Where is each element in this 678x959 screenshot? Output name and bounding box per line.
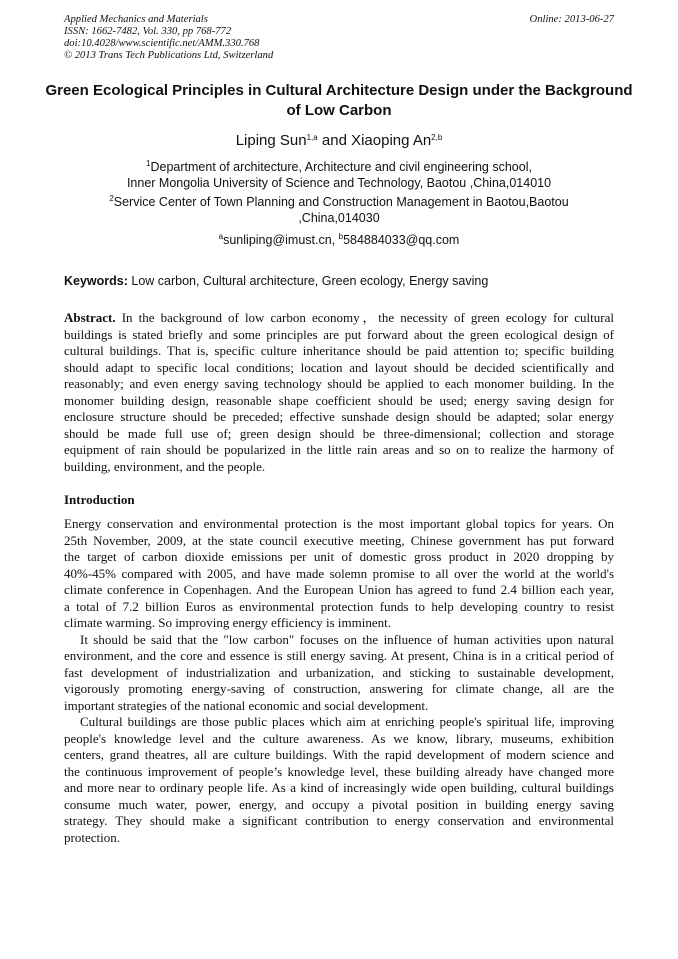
- abstract: [64, 310, 614, 475]
- line-text: centers, grand theatres, all are culture buildings. With the rapid development of modern science and: [64, 747, 614, 762]
- line-text: 40%-45% compared with 2005, and have made solemn promise to all over the world at the world's: [64, 565, 614, 581]
- text-line: [64, 648, 614, 665]
- email-sup: a: [218, 232, 224, 241]
- introduction-body: [64, 516, 614, 846]
- line-text: environment, and the core and essence is still energy saving. At present, China is in a critical period of: [64, 648, 614, 663]
- text-line: [64, 632, 614, 649]
- text-line: [64, 426, 614, 443]
- author-1: Liping Sun: [235, 132, 307, 149]
- text-line: [64, 533, 614, 550]
- text-line: [64, 731, 614, 748]
- text-line: [64, 582, 614, 599]
- text-line: [64, 681, 614, 698]
- line-text: important strategies of the national economic and social development.: [64, 697, 429, 713]
- email-b[interactable]: 584884033@qq.com: [343, 233, 460, 247]
- author-1-sup: 1,a: [306, 133, 318, 142]
- author-2: and Xiaoping An: [317, 132, 432, 149]
- journal-name: Applied Mechanics and Materials: [64, 14, 208, 25]
- text-line: [64, 780, 614, 797]
- line-text: buildings is stated briefly and some principles are put forward about the green ecological design of: [64, 326, 614, 342]
- text-line: [64, 714, 614, 731]
- affiliation-sup: 1: [146, 159, 151, 168]
- text-line: [64, 599, 614, 616]
- line-text: Energy conservation and environmental protection is the most important global topics for years. On: [64, 516, 614, 531]
- line-text: should adapt to specific local conditions; location and layout should be decided scientifically and: [64, 359, 614, 375]
- text-line: [64, 310, 614, 327]
- text-line: [64, 376, 614, 393]
- copyright: © 2013 Trans Tech Publications Ltd, Switzerland: [64, 50, 274, 61]
- line-text: and more near to ordinary people life. As a kind of increasingly wide open building, cultural buildings: [64, 780, 614, 795]
- line-text: climate warming. So improving energy efficiency is imminent.: [64, 615, 391, 630]
- affiliation-line: Inner Mongolia University of Science and Technology, Baotou ,China,014010: [126, 176, 552, 190]
- abstract-label: Abstract.: [64, 310, 116, 325]
- line-text: monomer building design, reasonable shape coefficient should be used; energy saving design for: [64, 392, 614, 408]
- line-text: enclosure structure should be preceded; effective sunshade design should be adapted; solar energy: [64, 409, 614, 424]
- text-line: [64, 615, 614, 632]
- text-line: [64, 459, 614, 476]
- text-line: [64, 343, 614, 360]
- line-text: climate conference in Copenhagen. And the European Union has agreed to fund 2.4 billion each year,: [64, 582, 614, 597]
- authors: [0, 132, 678, 149]
- keywords: [64, 274, 488, 288]
- introduction-heading: Introduction: [64, 492, 135, 507]
- text-line: [64, 442, 614, 459]
- line-text: consume much water, power, energy, and occupy a pivotal position in building energy saving: [64, 796, 614, 812]
- line-text: building, environment, and the people.: [64, 458, 266, 474]
- keywords-text: Low carbon, Cultural architecture, Green ecology, Energy saving: [127, 274, 489, 288]
- affiliation-line: ,China,014030: [298, 211, 380, 225]
- line-text: protection.: [64, 829, 120, 845]
- line-text: fast development of industrialization and urbanization, and sticking to sustainable development,: [64, 664, 614, 680]
- issn: ISSN: 1662-7482, Vol. 330, pp 768-772: [64, 26, 232, 37]
- text-line: [64, 797, 614, 814]
- line-text: Cultural buildings are those public places which aim at enriching people's spiritual life, improving: [80, 714, 614, 729]
- line-text: 25th November, 2009, at the state council executive meeting, Chinese government has put forward: [64, 532, 614, 548]
- text-line: [64, 830, 614, 847]
- text-line: [64, 360, 614, 377]
- affiliation-line: Service Center of Town Planning and Construction Management in Baotou,Baotou: [113, 195, 569, 209]
- line-text: In the background of low carbon economy，the necessity of green ecology for cultural: [115, 310, 614, 325]
- emails: [0, 232, 678, 248]
- email-a[interactable]: sunliping@imust.cn,: [223, 233, 339, 247]
- affiliation-line: Department of architecture, Architecture and civil engineering school,: [150, 160, 532, 174]
- line-text: should be made full use of; green design should be three-dimensional; collection and storage: [64, 425, 614, 441]
- text-line: [64, 764, 614, 781]
- journal-header: [64, 14, 273, 62]
- affiliation-sup: 2: [109, 194, 114, 203]
- keywords-label: Keywords:: [64, 274, 128, 288]
- text-line: [64, 549, 614, 566]
- line-text: vigorously promoting energy-saving of construction, answering for climate change, all are the: [64, 681, 614, 696]
- line-text: people's knowledge level and the culture awareness. As we know, library, museums, exhibition: [64, 730, 614, 746]
- line-text: a total of 7.2 billion Euros as environmental protection funds to help developing country to resist: [64, 598, 614, 614]
- doi: doi:10.4028/www.scientific.net/AMM.330.768: [64, 38, 260, 49]
- line-text: reasonably; and even energy saving technology should be applied to each monomer building. In the: [64, 376, 614, 391]
- text-line: [64, 327, 614, 344]
- online-date: Online: 2013-06-27: [529, 14, 614, 25]
- line-text: It should be said that the "low carbon" focuses on the influence of human activities upon natural: [80, 631, 614, 647]
- text-line: [64, 747, 614, 764]
- line-text: the target of carbon dioxide emissions per unit of domestic gross product in 2020 dropping by: [64, 549, 614, 564]
- affiliation-1: [0, 159, 678, 191]
- text-line: [64, 409, 614, 426]
- line-text: equipment of rain should be popularized in the little rain areas and so on to realize the harmony of: [64, 442, 614, 457]
- author-2-sup: 2,b: [431, 133, 443, 142]
- text-line: [64, 566, 614, 583]
- line-text: cultural buildings. That is, specific culture inheritance should be paid attention to; specific building: [64, 343, 614, 358]
- affiliation-2: [0, 194, 678, 226]
- paper-title: Green Ecological Principles in Cultural Architecture Design under the Background of Low Carbon: [45, 82, 633, 119]
- text-line: [64, 698, 614, 715]
- line-text: the continuous improvement of people’s knowledge level, these building already have changed more: [64, 763, 614, 779]
- email-sup: b: [338, 232, 344, 241]
- text-line: [64, 516, 614, 533]
- line-text: strategy. They should make a significant contribution to energy conservation and environmental: [64, 813, 614, 828]
- text-line: [64, 813, 614, 830]
- text-line: [64, 393, 614, 410]
- text-line: [64, 665, 614, 682]
